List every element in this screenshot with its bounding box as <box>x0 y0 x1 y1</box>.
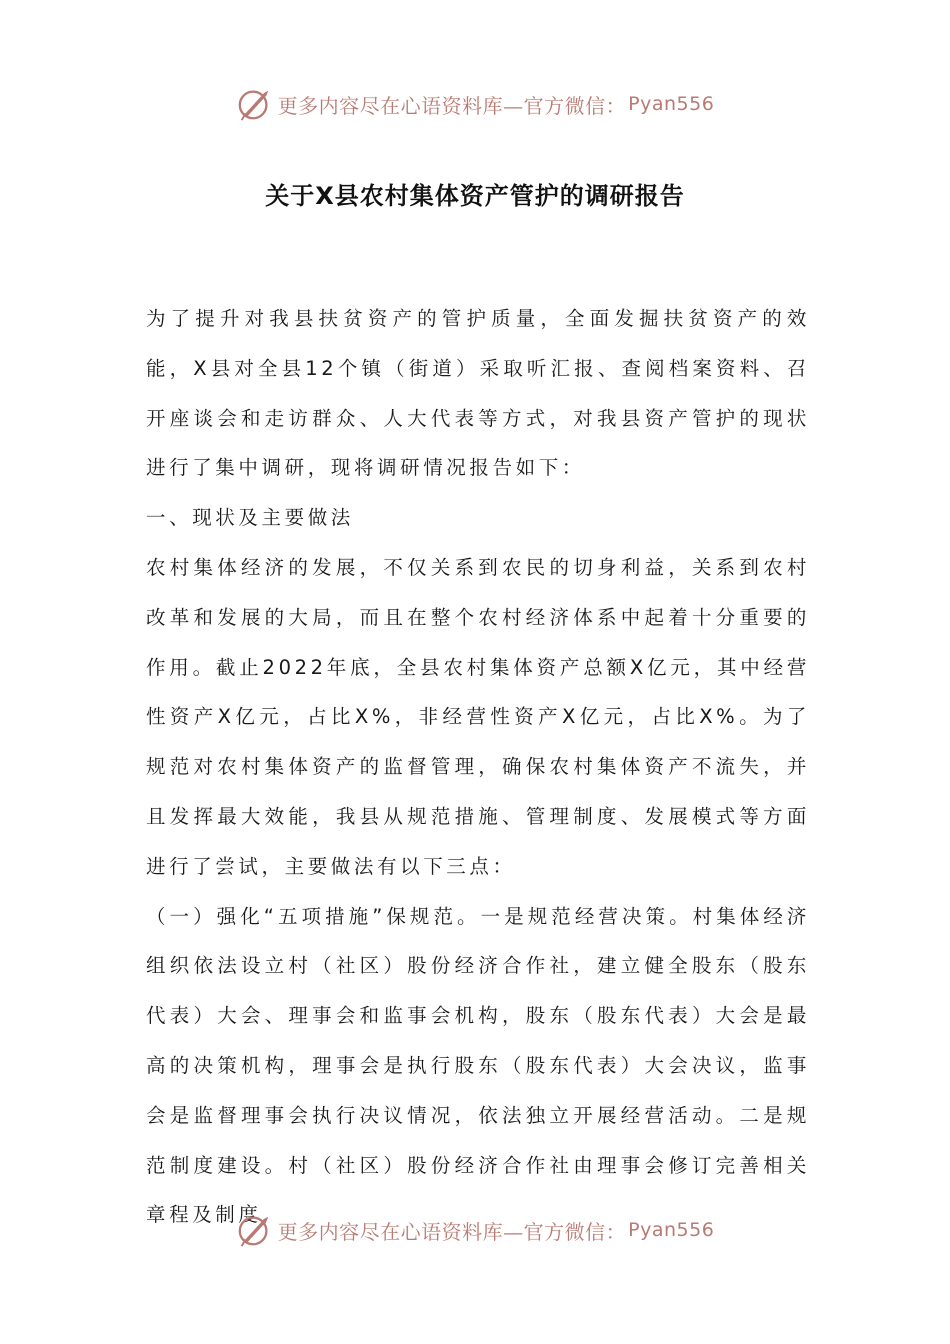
watermark-wechat-id: Pyan556 <box>628 93 715 115</box>
paragraph-intro: 为了提升对我县扶贫资产的管护质量，全面发掘扶贫资产的效能，X县对全县12个镇（街道）采取听汇报、查阅档案资料、召开座谈会和走访群众、人大代表等方式，对我县资产管护的现状进行了集中调研，现将调研情况报告如下： <box>146 307 810 480</box>
document-title: 关于X县农村集体资产管护的调研报告 <box>265 182 685 210</box>
watermark-header <box>0 82 950 126</box>
watermark-wechat-id: Pyan556 <box>628 1219 715 1241</box>
watermark-footer <box>0 1208 950 1252</box>
quill-pen-logo-icon <box>236 1211 274 1249</box>
document-body <box>146 294 810 1240</box>
quill-pen-logo-icon <box>236 85 274 123</box>
paragraph-overview: 农村集体经济的发展，不仅关系到农民的切身利益，关系到农村改革和发展的大局，而且在整个农村经济体系中起着十分重要的作用。截止2022年底，全县农村集体资产总额X亿元，其中经营性资产X亿元，占比X%，非经营性资产X亿元，占比X%。为了规范对农村集体资产的监督管理，确保农村集体资产不流失，并且发挥最大效能，我县从规范措施、管理制度、发展模式等方面进行了尝试，主要做法有以下三点： <box>146 555 810 878</box>
watermark-text: 更多内容尽在心语资料库—官方微信： <box>277 1219 627 1244</box>
watermark-text: 更多内容尽在心语资料库—官方微信： <box>277 93 627 118</box>
paragraph-measures: （一）强化“五项措施”保规范。一是规范经营决策。村集体经济组织依法设立村（社区）股份经济合作社，建立健全股东（股东代表）大会、理事会和监事会机构，股东（股东代表）大会是最高的决策机构，理事会是执行股东（股东代表）大会决议，监事会是监督理事会执行决议情况，依法独立开展经营活动。二是规范制度建设。村（社区）股份经济合作社由理事会修订完善相关章程及制度， <box>146 904 810 1227</box>
section-heading-1: 一、现状及主要做法 <box>146 506 354 530</box>
